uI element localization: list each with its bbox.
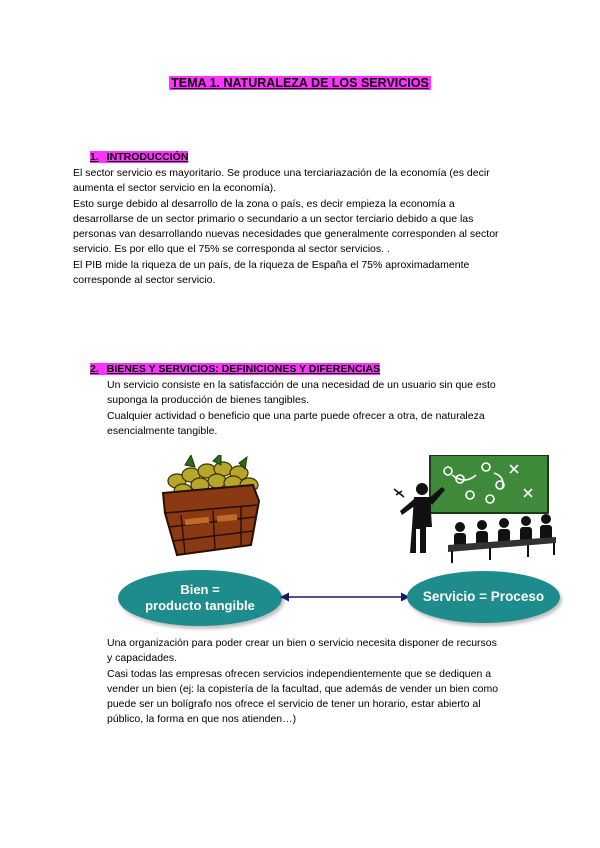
text-line: El PIB mide la riqueza de un país, de la riqueza de España el 75% aproximadamente [73, 258, 470, 271]
section-2-number: 2. [90, 363, 99, 375]
text-line: Casi todas las empresas ofrecen servicios independientemente que se dediquen a [107, 667, 492, 680]
text-line: Una organización para poder crear un bien o servicio necesita disponer de recursos [107, 637, 497, 649]
text-line: Esto surge debido al desarrollo de la zona o país, es decir empieza la economía a [73, 197, 455, 210]
text-line: Cualquier actividad o beneficio que una parte puede ofrecer a otra, de naturaleza [107, 409, 485, 422]
section-2-paragraph [107, 378, 527, 439]
section-1-number: 1. [90, 151, 99, 163]
text-line: servicio. Es por ello que el 75% se corresponda al sector servicios. . [73, 243, 390, 256]
text-line: vender un bien (ej: la copistería de la facultad, que además de vender un bien como [107, 682, 499, 695]
section-2-paragraph-after [107, 636, 527, 728]
bien-label-line2: producto tangible [145, 598, 255, 613]
crate-of-produce-icon [155, 455, 267, 557]
section-2-heading [90, 363, 380, 375]
section-1-paragraph [73, 166, 528, 288]
text-line: público, la forma en que nos atienden…) [107, 713, 297, 726]
text-line: esencialmente tangible. [107, 424, 218, 437]
text-line: suponga la producción de bienes tangibles. [107, 394, 309, 407]
text-line: puede ser un bolígrafo nos ofrece el servicio de tener un horario, estar abierto al [107, 698, 481, 711]
servicio-label: Servicio = Proceso [422, 589, 545, 604]
text-line: y capacidades. [107, 652, 178, 665]
section-1-title: INTRODUCCIÓN [106, 151, 189, 163]
text-line: Un servicio consiste en la satisfacción de una necesidad de un usuario sin que esto [107, 379, 496, 391]
text-line: corresponde al sector servicio. [73, 274, 216, 287]
double-arrow-icon [280, 590, 410, 604]
classroom-teacher-icon [390, 455, 560, 565]
text-line: El sector servicio es mayoritario. Se produce una terciariazación de la economía (es decir [73, 167, 490, 179]
servicio-ellipse [407, 571, 560, 623]
text-line: desarrollarse de un sector primario o secundario a un sector terciario debido a que las [73, 212, 474, 225]
section-1-heading [90, 151, 188, 163]
text-line: aumenta el sector servicio en la economía). [73, 182, 277, 195]
bien-ellipse [118, 570, 282, 626]
text-line: personas van desarrollando nuevas necesidades que generalmente corresponden al sector [73, 228, 499, 241]
page-title [0, 76, 600, 90]
page-title-text: TEMA 1. NATURALEZA DE LOS SERVICIOS [171, 76, 429, 90]
section-2-title: BIENES Y SERVICIOS: DEFINICIONES Y DIFERENCIAS [106, 363, 381, 375]
bien-label-line1: Bien = [180, 582, 220, 597]
